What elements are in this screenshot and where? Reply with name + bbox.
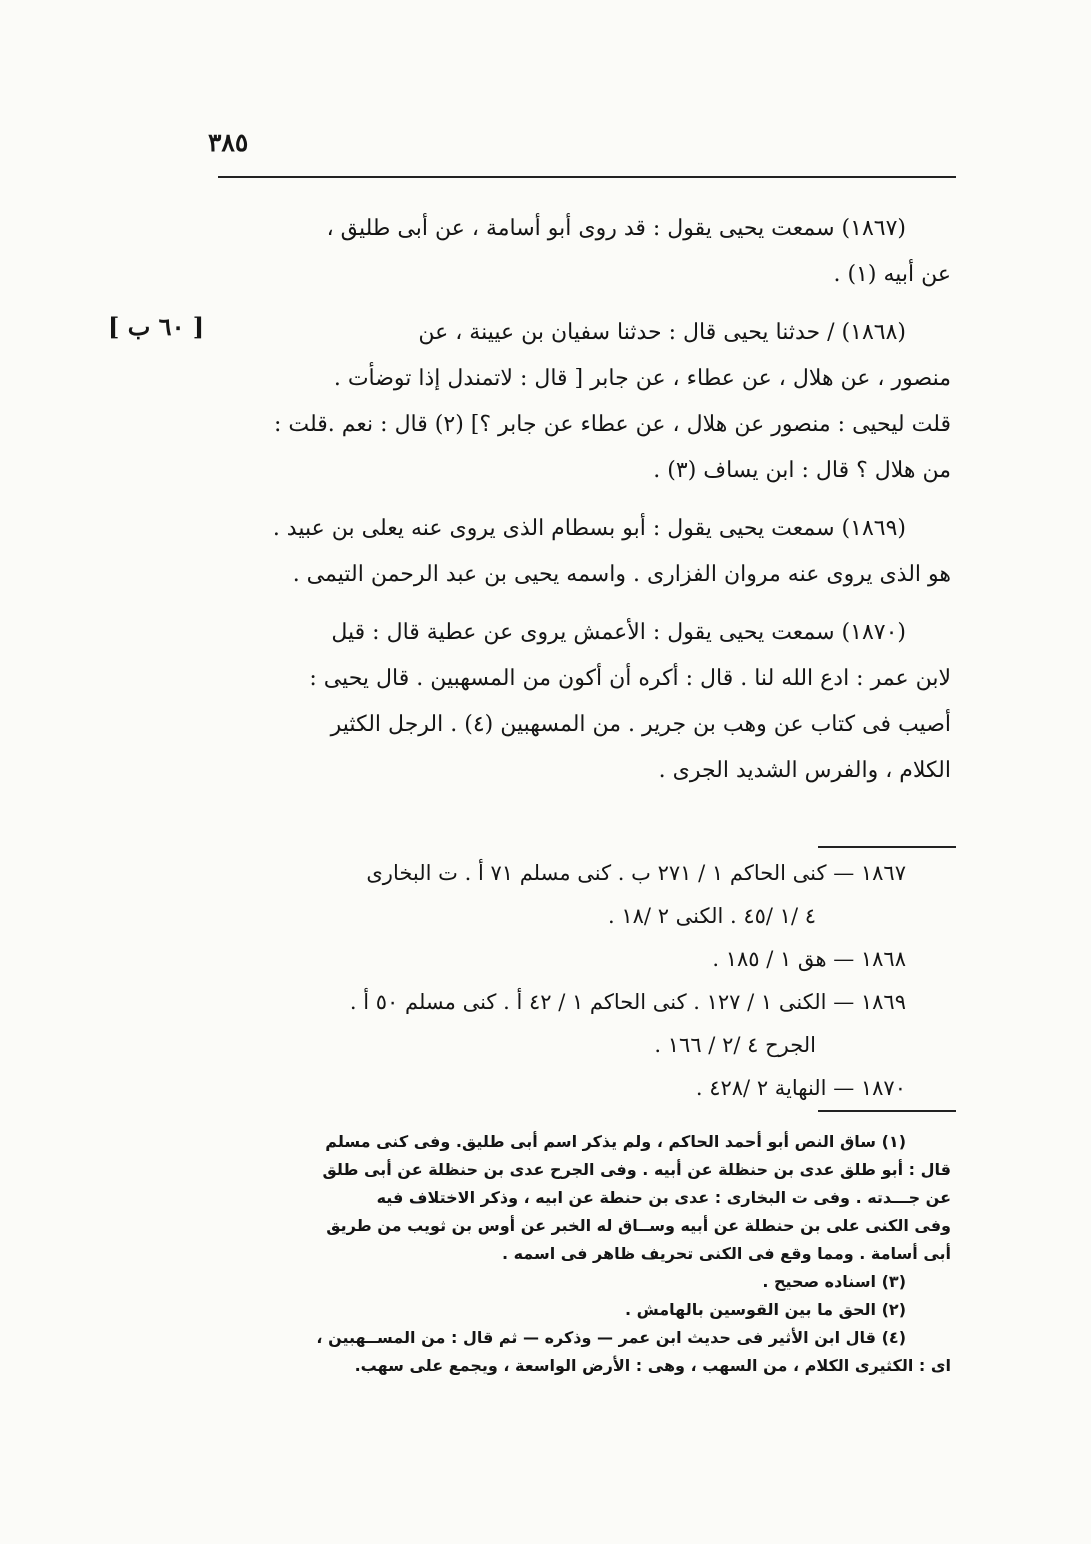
margin-note: [ ٦٠ ب ] <box>108 312 205 341</box>
footnote-line: (١) ساق النص أبو أحمد الحاكم ، ولم يذكر اسم أبى طليق. وفى كنى مسلم <box>325 1132 906 1151</box>
reference-line: ١٨٦٩ — الكنى ١ / ١٢٧ . كنى الحاكم ١ / ٤٢ أ . كنى مسلم ٥٠ أ . <box>349 990 906 1014</box>
footnote-line: وفى الكنى على بن حنطلة عن أبيه وســاق له الخبر عن أوس بن ثويب من طريق <box>326 1216 951 1235</box>
footnote-line: قال : أبو طلق عدى بن حنظلة عن أبيه . وفى الجرح عدى بن حنظلة عن أبى طلق <box>322 1160 951 1179</box>
text-line: الكلام ، والفرس الشديد الجرى . <box>658 758 951 783</box>
references-rule <box>818 846 956 848</box>
footnote-line: (٤) قال ابن الأثير فى حديث ابن عمر — وذكره — ثم قال : من المســهبين ، <box>316 1328 906 1347</box>
text-line: عن أبيه (١) . <box>833 262 951 287</box>
footnotes-rule <box>818 1110 956 1112</box>
text-line: من هلال ؟ قال : ابن يساف (٣) . <box>653 458 951 483</box>
references-block <box>216 852 906 1110</box>
footnotes-block <box>211 1128 951 1380</box>
paragraph-1867 <box>221 206 951 298</box>
page-number: ٣٨٥ <box>208 128 249 157</box>
paragraph-1870 <box>221 610 951 794</box>
main-text <box>221 206 951 806</box>
text-line: قلت ليحيى : منصور عن هلال ، عن عطاء عن جابر ؟] (٢) قال : نعم .قلت : <box>274 412 951 437</box>
text-line: (١٨٧٠) سمعت يحيى يقول : الأعمش يروى عن عطية قال : قيل <box>331 620 906 645</box>
header-rule <box>218 176 956 178</box>
footnote-line: (٢) الحق ما بين القوسين بالهامش . <box>624 1300 906 1319</box>
footnote-line: اى : الكثيرى الكلام ، من السهب ، وهى : الأرض الواسعة ، ويجمع على سهب. <box>354 1356 951 1375</box>
text-line: هو الذى يروى عنه مروان الفزارى . واسمه يحيى بن عبد الرحمن التيمى . <box>292 562 951 587</box>
footnote-line: (٣) اسناده صحيح . <box>762 1272 906 1291</box>
paragraph-1869 <box>221 506 951 598</box>
text-line: (١٨٦٨) / حدثنا يحيى قال : حدثنا سفيان بن عيينة ، عن <box>418 320 906 345</box>
footnote-line: أبى أسامة . ومما وقع فى الكنى تحريف ظاهر فى اسمه . <box>501 1244 951 1263</box>
reference-line: ١٨٦٨ — هق ١ / ١٨٥ . <box>712 947 906 971</box>
paragraph-1868 <box>221 310 951 494</box>
reference-line: ٤ /١ /٤٥ . الكنى ٢ /١٨ . <box>608 904 816 928</box>
text-line: (١٨٦٧) سمعت يحيى يقول : قد روى أبو أسامة ، عن أبى طليق ، <box>326 216 906 241</box>
text-line: (١٨٦٩) سمعت يحيى يقول : أبو بسطام الذى يروى عنه يعلى بن عبيد . <box>272 516 906 541</box>
text-line: لابن عمر : ادع الله لنا . قال : أكره أن أكون من المسهبين . قال يحيى : <box>309 666 951 691</box>
footnote-line: عن جـــدته . وفى ت البخارى : عدى بن حنطة عن ابيه ، وذكر الاختلاف فيه <box>376 1188 951 1207</box>
text-line: أصيب فى كتاب عن وهب بن جرير . من المسهبين (٤) . الرجل الكثير <box>330 712 951 737</box>
text-line: منصور ، عن هلال ، عن عطاء ، عن جابر [ قال : لاتمندل إذا توضأت . <box>333 366 951 391</box>
reference-line: ١٨٦٧ — كنى الحاكم ١ / ٢٧١ ب . كنى مسلم ٧١ أ . ت البخارى <box>366 861 906 885</box>
reference-line: الجرح ٤ /٢ / ١٦٦ . <box>654 1033 816 1057</box>
reference-line: ١٨٧٠ — النهاية ٢ /٤٢٨ . <box>695 1076 906 1100</box>
